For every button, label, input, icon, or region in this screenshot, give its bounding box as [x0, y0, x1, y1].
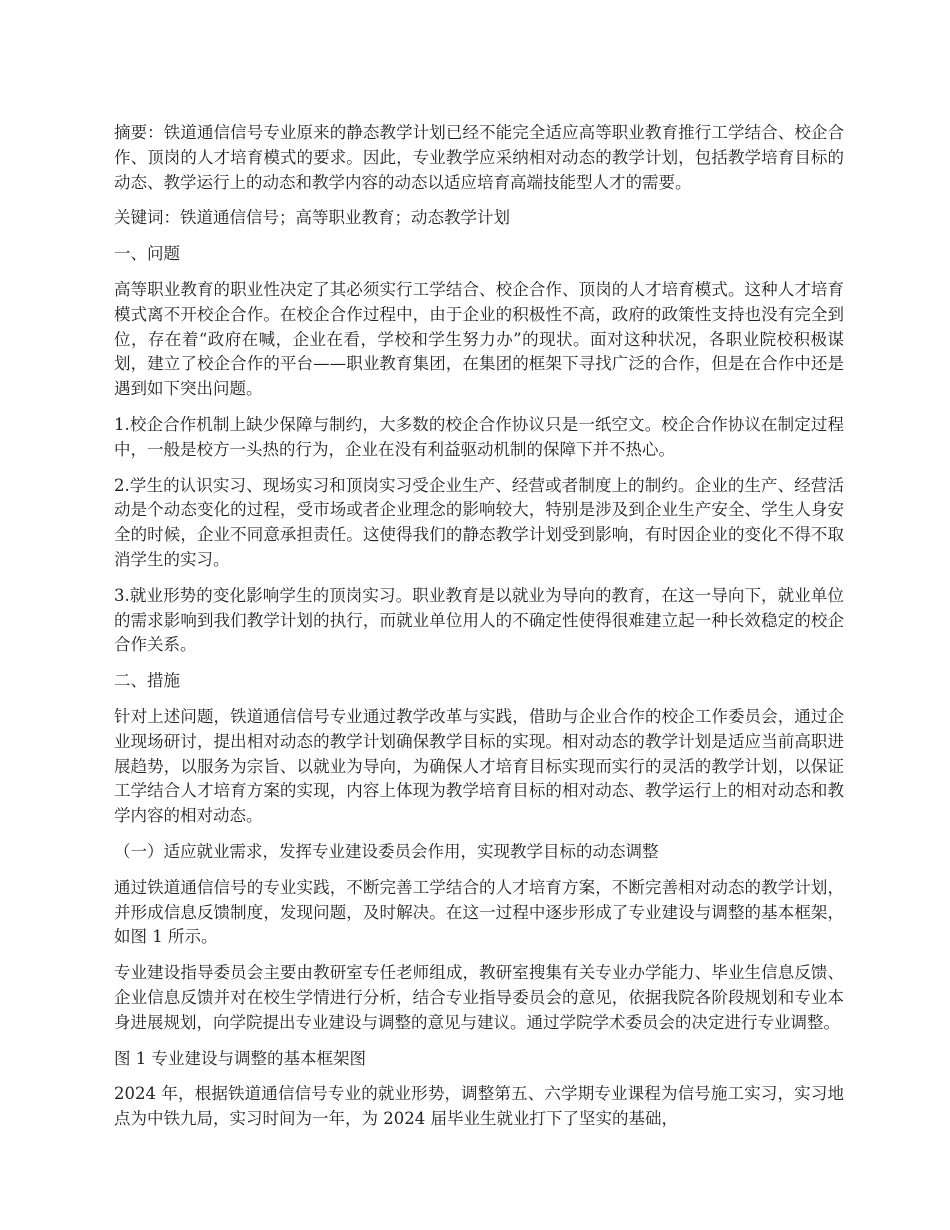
- section-heading-problems: 一、问题: [114, 244, 180, 264]
- keywords-line: 关键词：铁道通信信号；高等职业教育；动态教学计划: [114, 208, 510, 228]
- problems-intro-paragraph: 高等职业教育的职业性决定了其必须实行工学结合、校企合作、顶岗的人才培育模式。这种人才培育模式离不开校企合作。在校企合作过程中，由于企业的积极性不高，政府的政策性支持也没有完全到位，存在着“政府在喊，企业在看，学校和学生努力办”的现状。面对这种状况，各职业院校积极谋划，建立了校企合作的平台——职业教育集团，在集团的框架下寻找广泛的合作，但是在合作中还是遇到如下突出问题。: [114, 279, 844, 399]
- problem-item-3: 3.就业形势的变化影响学生的顶岗实习。职业教育是以就业为导向的教育，在这一导向下，就业单位的需求影响到我们教学计划的执行，而就业单位用人的不确定性使得很难建立起一种长效稳定的校企合作关系。: [114, 585, 844, 655]
- abstract-paragraph: 摘要：铁道通信信号专业原来的静态教学计划已经不能完全适应高等职业教育推行工学结合、校企合作、顶岗的人才培育模式的要求。因此，专业教学应采纳相对动态的教学计划，包括教学培育目标的动态、教学运行上的动态和教学内容的动态以适应培育高端技能型人才的需要。: [114, 123, 844, 192]
- subsection-paragraph-1: 通过铁道通信信号的专业实践，不断完善工学结合的人才培育方案，不断完善相对动态的教学计划，并形成信息反馈制度，发现问题，及时解决。在这一过程中逐步形成了专业建设与调整的基本框架，如图 1 所示。: [114, 877, 844, 947]
- document-body: [114, 121, 844, 1143]
- problem-item-2: 2.学生的认识实习、现场实习和顶岗实习受企业生产、经营或者制度上的制约。企业的生产、经营活动是个动态变化的过程，受市场或者企业理念的影响较大，特别是涉及到企业生产安全、学生人身安全的时候，企业不同意承担责任。这使得我们的静态教学计划受到影响，有时因企业的变化不得不取消学生的实习。: [114, 475, 844, 569]
- figure-caption: 图 1 专业建设与调整的基本框架图: [114, 1048, 366, 1068]
- measures-intro-paragraph: 针对上述问题，铁道通信信号专业通过教学改革与实践，借助与企业合作的校企工作委员会，通过企业现场研讨，提出相对动态的教学计划确保教学目标的实现。相对动态的教学计划是适应当前高职进展趋势，以服务为宗旨、以就业为导向，为确保人才培育目标实现而实行的灵活的教学计划，以保证工学结合人才培育方案的实现，内容上体现为教学培育目标的相对动态、教学运行上的相对动态和教学内容的相对动态。: [114, 706, 844, 826]
- problem-item-1: 1.校企合作机制上缺少保障与制约，大多数的校企合作协议只是一纸空文。校企合作协议在制定过程中，一般是校方一头热的行为，企业在没有利益驱动机制的保障下并不热心。: [114, 414, 844, 459]
- subsection-heading-1: （一）适应就业需求，发挥专业建设委员会作用，实现教学目标的动态调整: [114, 841, 659, 861]
- subsection-paragraph-2: 专业建设指导委员会主要由教研室专任老师组成，教研室搜集有关专业办学能力、毕业生信息反馈、企业信息反馈并对在校生学情进行分析，结合专业指导委员会的意见，依据我院各阶段规划和专业本身进展规划，向学院提出专业建设与调整的意见与建议。通过学院学术委员会的决定进行专业调整。: [114, 963, 844, 1032]
- section-heading-measures: 二、措施: [114, 671, 180, 691]
- subsection-paragraph-3: 2024 年，根据铁道通信信号专业的就业形势，调整第五、六学期专业课程为信号施工实习，实习地点为中铁九局，实习时间为一年，为 2024 届毕业生就业打下了坚实的基础，: [114, 1084, 844, 1129]
